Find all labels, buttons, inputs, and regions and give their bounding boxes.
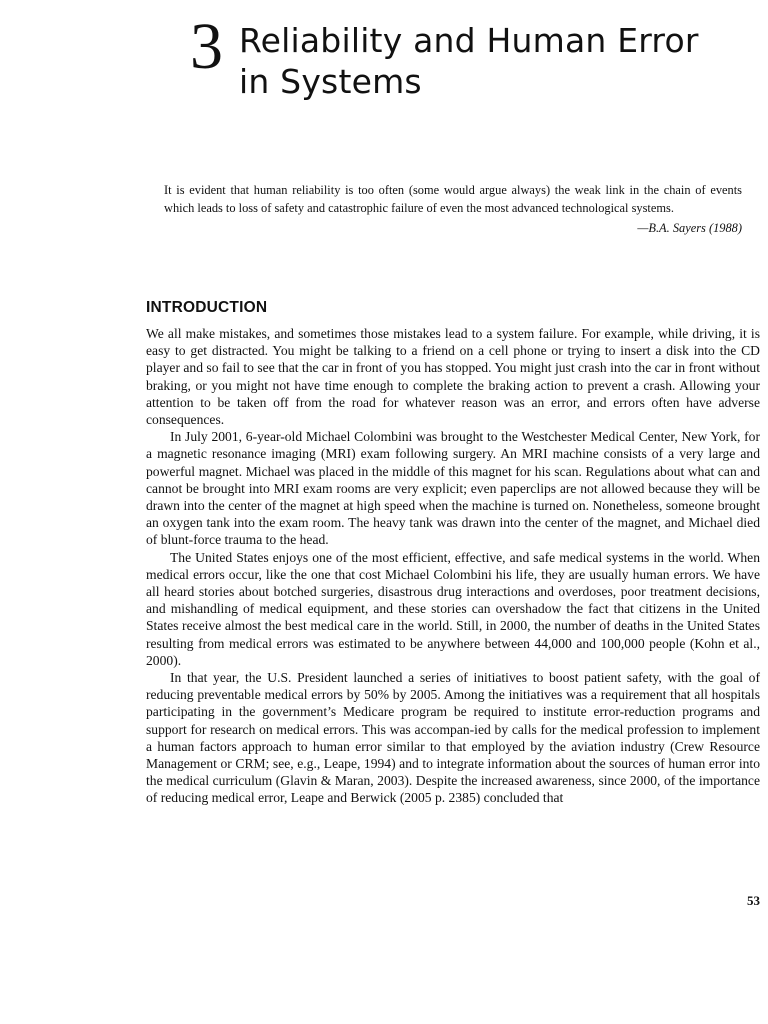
epigraph-attribution: —B.A. Sayers (1988) <box>637 221 742 235</box>
paragraph-2: In July 2001, 6-year-old Michael Colombini was brought to the Westchester Medical Center, New York, for a magnetic resonance imaging (MRI) exam following surgery. An MRI machine consists of a very large and powerful magnet. Michael was placed in the middle of this magnet for his scan. Regulations about what can and cannot be brought into MRI exam rooms are very explicit; even paperclips are not allowed because they will be drawn into the center of the magnet at high speed when the machine is turned on. Nonetheless, someone brought an oxygen tank into the exam room. The heavy tank was drawn into the center of the magnet, and Michael died of blunt-force trauma to the head. <box>146 429 760 548</box>
page-number: 53 <box>747 893 760 908</box>
chapter-number: 3 <box>190 10 223 83</box>
chapter-title <box>239 20 699 102</box>
epigraph <box>164 182 742 237</box>
section-heading: INTRODUCTION <box>146 299 268 316</box>
paragraph-3: The United States enjoys one of the most efficient, effective, and safe medical systems in the world. When medical errors occur, like the one that cost Michael Colombini his life, they are usually human errors. We have all heard stories about botched surgeries, disastrous drug interactions and overdoses, poor treatment decisions, and mishandling of medical equipment, and these stories can overshadow the fact that citizens in the United States receive almost the best medical care in the world. Still, in 2000, the number of deaths in the United States resulting from medical errors was estimated to be anywhere between 44,000 and 100,000 people (Kohn et al., 2000). <box>146 549 760 668</box>
paragraph-1: We all make mistakes, and sometimes those mistakes lead to a system failure. For example, while driving, it is easy to get distracted. You might be talking to a friend on a cell phone or trying to insert a disk into the CD player and so fail to see that the car in front of you has stopped. You might just crash into the car in front without braking, or you might not have time enough to complete the braking action to prevent a crash. Allowing your attention to be taken off from the road for whatever reason was an error, and errors often have adverse consequences. <box>146 326 760 428</box>
body-text <box>146 325 760 807</box>
chapter-title-line-1: Reliability and Human Error <box>239 21 699 60</box>
chapter-title-line-2: in Systems <box>239 62 422 101</box>
epigraph-text: It is evident that human reliability is too often (some would argue always) the weak link in the chain of events which leads to loss of safety and catastrophic failure of even the most advanced technological systems. <box>164 183 742 215</box>
paragraph-4: In that year, the U.S. President launched a series of initiatives to boost patient safety, with the goal of reducing preventable medical errors by 50% by 2005. Among the initiatives was a requirement that all hospitals participating in the government’s Medicare program be required to institute error-reduction programs and support for research on medical errors. This was accompan-ied by calls for the medical profession to implement a human factors approach to human error similar to that employed by the aviation industry (Crew Resource Management or CRM; see, e.g., Leape, 1994) and to integrate information about the sources of human error into the medical curriculum (Glavin & Maran, 2003). Despite the increased awareness, since 2000, of the importance of reducing medical error, Leape and Berwick (2005 p. 2385) concluded that <box>146 670 760 806</box>
